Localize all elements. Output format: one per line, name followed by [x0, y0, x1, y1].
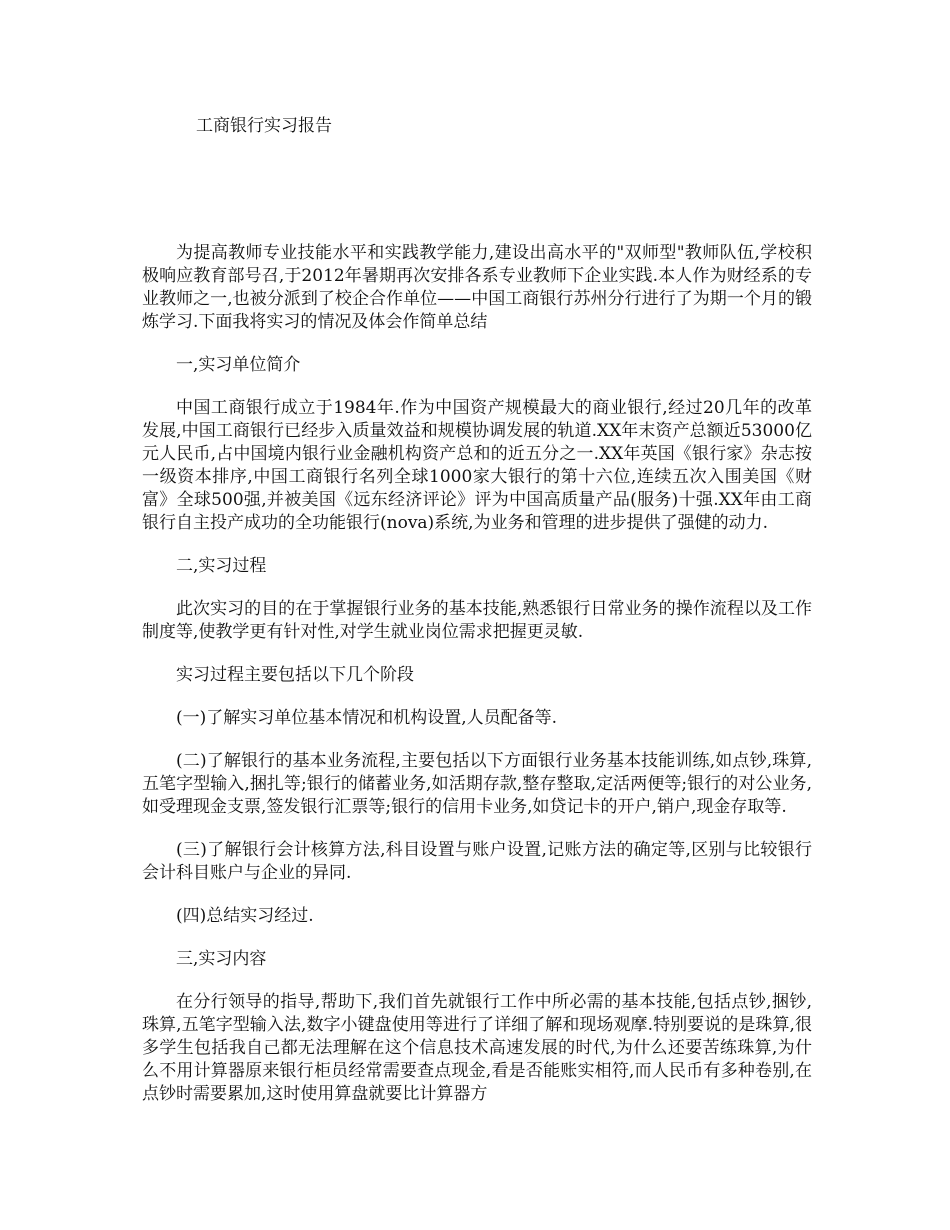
intro-paragraph: 为提高教师专业技能水平和实践教学能力,建设出高水平的"双师型"教师队伍,学校积极响应教育部号召,于2012年暑期再次安排各系专业教师下企业实践.本人作为财经系的专业教师之一,也被分派到了校企合作单位——中国工商银行苏州分行进行了为期一个月的锻炼学习.下面我将实习的情况及体会作简单总结	[142, 243, 812, 332]
section-heading-2: 二,实习过程	[176, 556, 267, 576]
content-paragraph: 在分行领导的指导,帮助下,我们首先就银行工作中所必需的基本技能,包括点钞,捆钞,珠算,五笔字型输入法,数字小键盘使用等进行了详细了解和现场观摩.特别要说的是珠算,很多学生包括我自己都无法理解在这个信息技术高速发展的时代,为什么还要苦练珠算,为什么不用计算器原来银行柜员经常需要查点现金,看是否能账实相符,而人民币有多种卷别,在点钞时需要累加,这时使用算盘就要比计算器方	[142, 992, 812, 1104]
document-body	[142, 242, 812, 1126]
stage-3: (三)了解银行会计核算方法,科目设置与账户设置,记账方法的确定等,区别与比较银行会计科目账户与企业的异同.	[142, 840, 812, 883]
document-title: 工商银行实习报告	[196, 116, 332, 136]
stage-1: (一)了解实习单位基本情况和机构设置,人员配备等.	[176, 708, 558, 728]
stage-4: (四)总结实习经过.	[176, 906, 314, 926]
company-intro-paragraph: 中国工商银行成立于1984年.作为中国资产规模最大的商业银行,经过20几年的改革发展,中国工商银行已经步入质量效益和规模协调发展的轨道.XX年末资产总额近53000亿元人民币,占中国境内银行业金融机构资产总和的近五分之一.XX年英国《银行家》杂志按一级资本排序,中国工商银行名列全球1000家大银行的第十六位,连续五次入围美国《财富》全球500强,并被美国《远东经济评论》评为中国高质量产品(服务)十强.XX年由工商银行自主投产成功的全功能银行(nova)系统,为业务和管理的进步提供了强健的动力.	[142, 398, 812, 533]
purpose-paragraph: 此次实习的目的在于掌握银行业务的基本技能,熟悉银行日常业务的操作流程以及工作制度等,使教学更有针对性,对学生就业岗位需求把握更灵敏.	[142, 599, 812, 642]
section-heading-1: 一,实习单位简介	[176, 355, 301, 375]
stages-intro: 实习过程主要包括以下几个阶段	[176, 665, 414, 685]
stage-2: (二)了解银行的基本业务流程,主要包括以下方面银行业务基本技能训练,如点钞,珠算,五笔字型输入,捆扎等;银行的储蓄业务,如活期存款,整存整取,定活两便等;银行的对公业务,如受理现金支票,签发银行汇票等;银行的信用卡业务,如贷记卡的开户,销户,现金存取等.	[142, 751, 812, 817]
section-heading-3: 三,实习内容	[176, 949, 267, 969]
